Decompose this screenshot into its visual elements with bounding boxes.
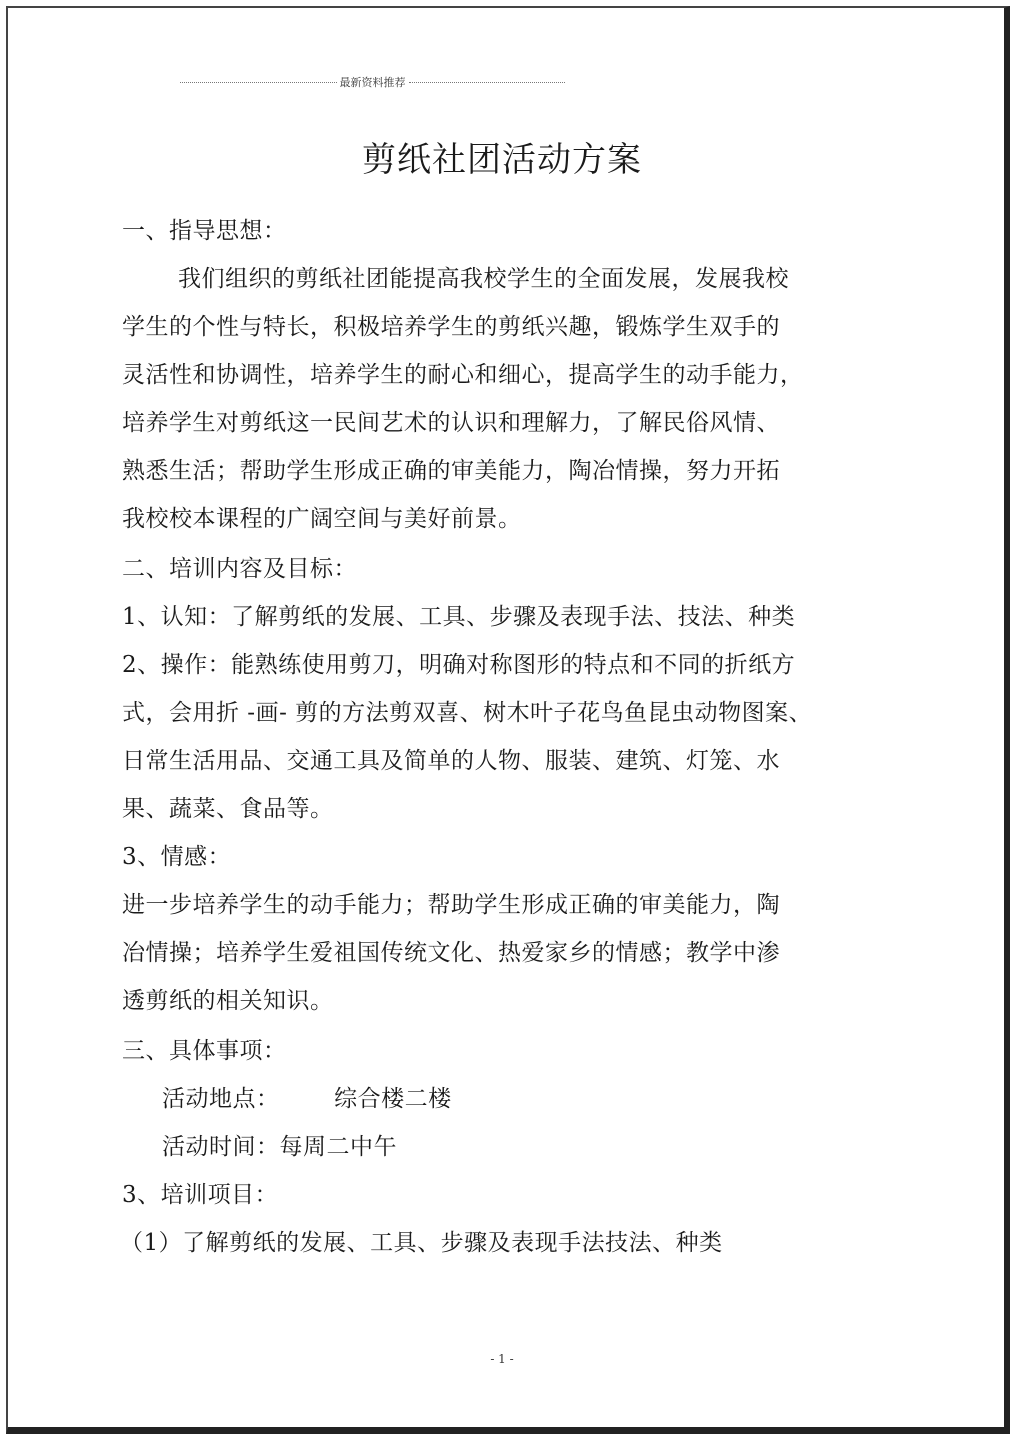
paragraph-line: 学生的个性与特长，积极培养学生的剪纸兴趣，锻炼学生双手的 xyxy=(122,314,780,340)
section-heading-guiding-ideology: 一、指导思想： xyxy=(122,218,287,244)
document-title: 剪纸社团活动方案 xyxy=(362,140,642,180)
section-heading-specifics: 三、具体事项： xyxy=(122,1038,287,1064)
list-item-cognition: 1、认知：了解剪纸的发展、工具、步骤及表现手法、技法、种类 xyxy=(122,604,796,630)
list-item-project-1: （1）了解剪纸的发展、工具、步骤及表现手法技法、种类 xyxy=(120,1230,723,1256)
paragraph-line: 日常生活用品、交通工具及简单的人物、服装、建筑、灯笼、水 xyxy=(122,748,780,774)
list-item-emotion: 3、情感： xyxy=(122,844,232,870)
list-item-operation: 2、操作：能熟练使用剪刀，明确对称图形的特点和不同的折纸方 xyxy=(122,652,796,678)
paragraph-line: 果、蔬菜、食品等。 xyxy=(122,796,334,822)
list-item-training-projects: 3、培训项目： xyxy=(122,1182,279,1208)
header-label: 最新资料推荐 xyxy=(339,76,406,89)
activity-place: 活动地点： 综合楼二楼 xyxy=(162,1086,452,1112)
paragraph-line: 培养学生对剪纸这一民间艺术的认识和理解力，了解民俗风情、 xyxy=(122,410,780,436)
paragraph-line: 透剪纸的相关知识。 xyxy=(122,988,334,1014)
paragraph-line: 冶情操；培养学生爱祖国传统文化、热爱家乡的情感；教学中渗 xyxy=(122,940,780,966)
header-dotted-rule-right xyxy=(409,82,566,83)
paragraph-line: 我校校本课程的广阔空间与美好前景。 xyxy=(122,506,522,532)
paragraph-line: 进一步培养学生的动手能力；帮助学生形成正确的审美能力，陶 xyxy=(122,892,780,918)
paragraph-line: 我们组织的剪纸社团能提高我校学生的全面发展，发展我校 xyxy=(178,266,789,292)
activity-time: 活动时间：每周二中午 xyxy=(162,1134,397,1160)
page-number: - 1 - xyxy=(490,1352,514,1366)
paragraph-line: 灵活性和协调性，培养学生的耐心和细心，提高学生的动手能力， xyxy=(122,362,804,388)
paragraph-line: 式，会用折 -画- 剪的方法剪双喜、树木叶子花鸟鱼昆虫动物图案、 xyxy=(122,700,813,726)
paragraph-line: 熟悉生活；帮助学生形成正确的审美能力，陶冶情操，努力开拓 xyxy=(122,458,780,484)
header-rule xyxy=(180,76,565,88)
header-dotted-rule-left xyxy=(180,82,337,83)
section-heading-training-content: 二、培训内容及目标： xyxy=(122,556,357,582)
